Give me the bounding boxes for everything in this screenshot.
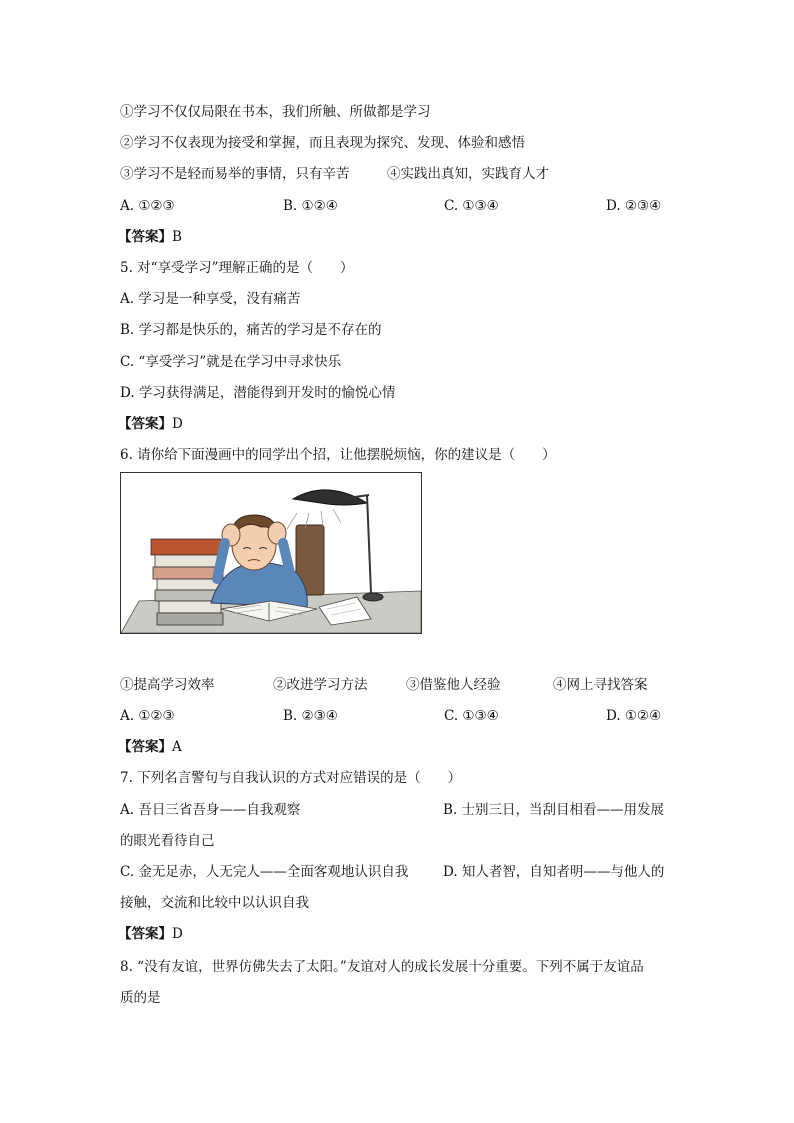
- q7-option-d: D. 知人者智，自知者明——与他人的: [443, 864, 665, 880]
- q8-question: 8. “没有友谊，世界仿佛失去了太阳。”友谊对人的成长发展十分重要。下列不属于友谊品: [120, 959, 644, 975]
- q5-option-b: B. 学习都是快乐的，痛苦的学习是不存在的: [120, 322, 382, 338]
- q4-statement-1: ①学习不仅仅局限在书本，我们所触、所做都是学习: [120, 104, 431, 120]
- q6-option-c: C. ①③④: [444, 708, 499, 724]
- answer-value: D: [172, 926, 183, 942]
- q4-option-d: D. ②③④: [606, 198, 662, 214]
- q6-statement-1: ①提高学习效率: [120, 677, 215, 693]
- q6-statement-4: ④网上寻找答案: [553, 677, 648, 693]
- q4-statement-3: ③学习不是轻而易举的事情，只有辛苦: [120, 166, 350, 182]
- q5-answer: [118, 414, 183, 434]
- q5-option-d: D. 学习获得满足，潜能得到开发时的愉悦心情: [120, 385, 396, 401]
- stressed-student-drawing: [121, 473, 421, 633]
- q6-option-a: A. ①②③: [120, 708, 175, 724]
- q5-option-a: A. 学习是一种享受，没有痛苦: [120, 291, 301, 307]
- q6-answer: [118, 737, 182, 757]
- q6-option-d: D. ①②④: [606, 708, 662, 724]
- answer-label: 【答案】: [118, 926, 172, 942]
- q7-option-b: B. 士别三日，当刮目相看——用发展: [443, 802, 665, 818]
- q4-statement-2: ②学习不仅表现为接受和掌握，而且表现为探究、发现、体验和感悟: [120, 135, 525, 151]
- q4-option-a: A. ①②③: [120, 198, 175, 214]
- q4-option-b: B. ①②④: [283, 198, 338, 214]
- q7-answer: [118, 924, 183, 944]
- q6-statement-3: ③借鉴他人经验: [406, 677, 501, 693]
- comic-illustration: [120, 472, 422, 634]
- answer-value: D: [172, 416, 183, 432]
- q5-option-c: C. “享受学习”就是在学习中寻求快乐: [120, 354, 342, 370]
- answer-label: 【答案】: [118, 739, 172, 755]
- q7-question: 7. 下列名言警句与自我认识的方式对应错误的是（ ）: [120, 770, 462, 786]
- q7-option-d-continued: 接触，交流和比较中以认识自我: [120, 895, 309, 911]
- q7-option-c: C. 金无足赤，人无完人——全面客观地认识自我: [120, 864, 409, 880]
- q4-statement-4: ④实践出真知，实践育人才: [387, 166, 549, 182]
- answer-value: B: [172, 229, 182, 245]
- q6-question: 6. 请你给下面漫画中的同学出个招，让他摆脱烦恼，你的建议是（ ）: [120, 447, 556, 463]
- q6-statement-2: ②改进学习方法: [273, 677, 368, 693]
- answer-label: 【答案】: [118, 229, 172, 245]
- q7-option-b-continued: 的眼光看待自己: [120, 833, 215, 849]
- q7-option-a: A. 吾日三省吾身——自我观察: [120, 802, 301, 818]
- q5-question: 5. 对“享受学习”理解正确的是（ ）: [120, 260, 354, 276]
- q4-answer: [118, 227, 182, 247]
- answer-value: A: [172, 739, 182, 755]
- q6-option-b: B. ②③④: [283, 708, 338, 724]
- q8-question-continued: 质的是: [120, 990, 161, 1006]
- q4-option-c: C. ①③④: [444, 198, 499, 214]
- answer-label: 【答案】: [118, 416, 172, 432]
